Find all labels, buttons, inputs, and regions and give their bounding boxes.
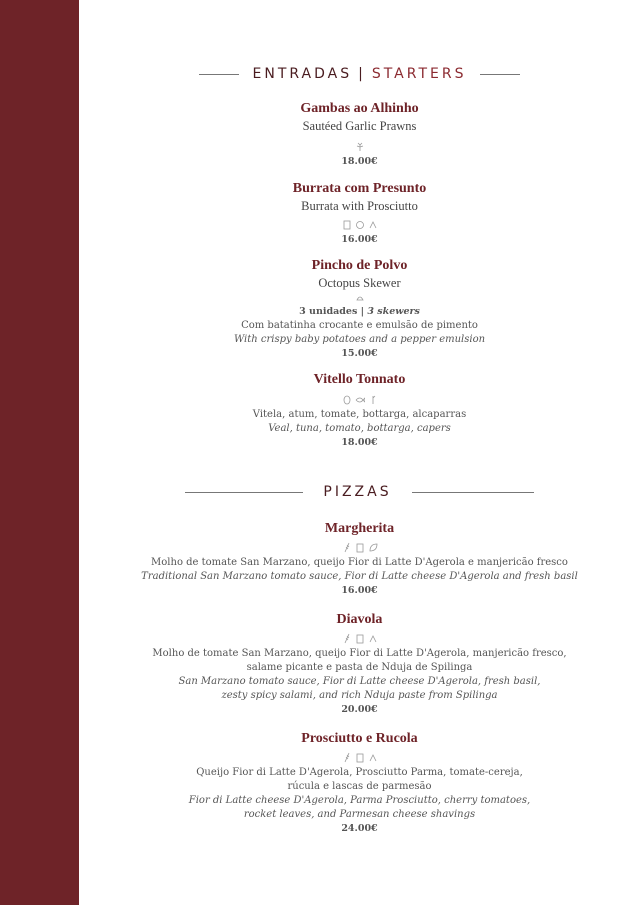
item-count: 3 unidades | 3 skewers: [299, 306, 420, 317]
item-description-pt: Com batatinha crocante e emulsão de pimento: [241, 320, 478, 331]
egg-icon: [355, 219, 365, 230]
dairy-icon: [355, 633, 365, 644]
item-description-pt: Queijo Fior di Latte D'Agerola, Prosciutto Parma, tomate-cereja,: [196, 767, 523, 778]
nut-icon: [368, 633, 378, 644]
item-description-en: San Marzano tomato sauce, Fior di Latte cheese D'Agerola, fresh basil,: [178, 676, 541, 687]
item-description-en: Veal, tuna, tomato, bottarga, capers: [268, 423, 451, 434]
item-name: Margherita: [324, 521, 395, 536]
allergen-icons: [79, 291, 640, 305]
dairy-icon: [342, 219, 352, 230]
item-description-pt: Vitela, atum, tomate, bottarga, alcaparras: [252, 409, 467, 420]
fish-icon: [355, 394, 365, 405]
egg-icon: [342, 394, 352, 405]
menu-page: [79, 0, 640, 905]
item-price: 18.00€: [341, 437, 378, 448]
menu-item: [79, 520, 640, 598]
gluten-icon: [342, 542, 352, 553]
allergen-icons: [79, 540, 640, 554]
menu-item: [79, 257, 640, 361]
nut-icon: [368, 219, 378, 230]
gluten-icon: [342, 752, 352, 763]
item-name: Vitello Tonnato: [313, 372, 406, 387]
item-description-pt: Molho de tomate San Marzano, queijo Fior di Latte D'Agerola, manjericão fresco,: [152, 648, 567, 659]
item-name: Gambas ao Alhinho: [300, 101, 419, 116]
dairy-icon: [355, 752, 365, 763]
crustacean-icon: [355, 141, 365, 152]
section-title: ENTRADAS | STARTERS: [252, 66, 467, 82]
item-description-pt: rúcula e lascas de parmesão: [287, 781, 432, 792]
item-description-pt: Molho de tomate San Marzano, queijo Fior di Latte D'Agerola e manjericão fresco: [151, 557, 568, 568]
menu-item: [79, 371, 640, 450]
divider-line: [480, 74, 520, 75]
dairy-icon: [355, 542, 365, 553]
item-subtitle: Sautéed Garlic Prawns: [302, 119, 417, 133]
item-price: 24.00€: [341, 823, 378, 834]
menu-item: [79, 730, 640, 836]
menu-item: [79, 611, 640, 717]
item-name: Diavola: [336, 612, 383, 627]
item-subtitle: Burrata with Prosciutto: [301, 199, 418, 213]
celery-icon: [368, 394, 378, 405]
allergen-icons: [79, 750, 640, 764]
pizzas-heading: [79, 484, 640, 500]
divider-line: [199, 74, 239, 75]
divider-line: [185, 492, 303, 493]
section-title: PIZZAS: [323, 484, 392, 500]
item-description-en: Traditional San Marzano tomato sauce, Fior di Latte cheese D'Agerola and fresh basil: [141, 571, 578, 582]
leaf-icon: [368, 542, 378, 553]
menu-item: [79, 100, 640, 169]
divider-line: [412, 492, 534, 493]
allergen-icons: [79, 631, 640, 645]
sidebar-band: [0, 0, 79, 905]
item-name: Prosciutto e Rucola: [301, 731, 418, 746]
starters-heading: [79, 66, 640, 82]
item-price: 16.00€: [341, 585, 378, 596]
item-subtitle: Octopus Skewer: [318, 276, 401, 290]
item-description-en: With crispy baby potatoes and a pepper emulsion: [233, 334, 486, 345]
item-price: 16.00€: [341, 234, 378, 245]
menu-item: [79, 180, 640, 247]
item-name: Pincho de Polvo: [311, 258, 408, 273]
mollusc-icon: [355, 293, 365, 304]
item-description-en: Fior di Latte cheese D'Agerola, Parma Prosciutto, cherry tomatoes,: [188, 795, 531, 806]
gluten-icon: [342, 633, 352, 644]
item-name: Burrata com Presunto: [292, 181, 427, 196]
item-description-en: zesty spicy salami, and rich Nduja paste from Spilinga: [221, 690, 498, 701]
item-price: 20.00€: [341, 704, 378, 715]
item-price: 18.00€: [341, 156, 378, 167]
nut-icon: [368, 752, 378, 763]
allergen-icons: [79, 139, 640, 153]
allergen-icons: [79, 392, 640, 406]
item-price: 15.00€: [341, 348, 378, 359]
item-description-en: rocket leaves, and Parmesan cheese shavings: [243, 809, 476, 820]
item-description-pt: salame picante e pasta de Nduja de Spilinga: [246, 662, 473, 673]
allergen-icons: [79, 217, 640, 231]
